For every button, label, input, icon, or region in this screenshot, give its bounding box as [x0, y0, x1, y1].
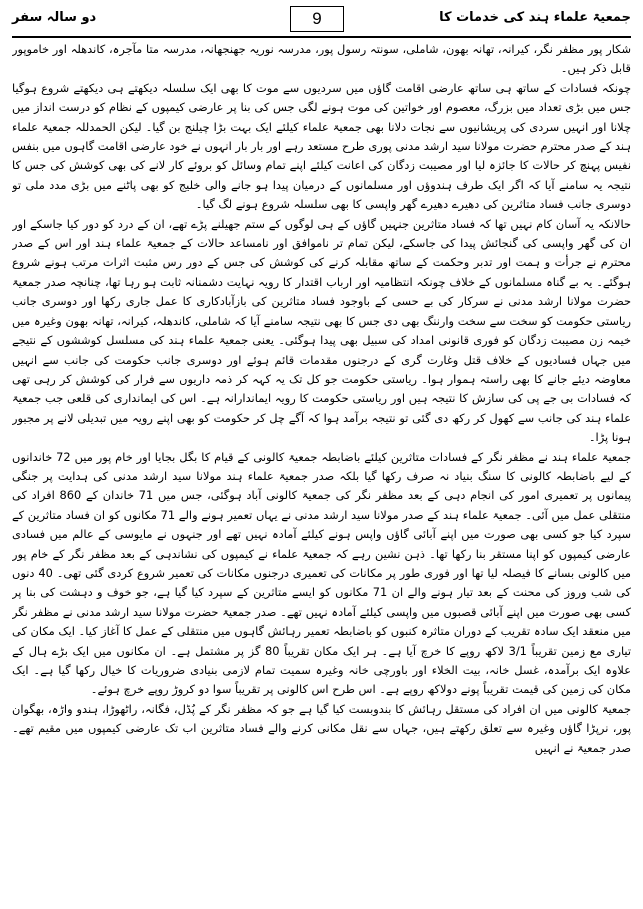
- paragraph: جمعیۃ کالونی میں ان افراد کی مستقل رہائش کا بندوبست کیا گیا ہے جو کہ مظفر نگر کے پُڈل، فگانہ، راٹھوڑا، ہندو واڑہ، بھگوان پور، نرپڑا گاؤں وغیرہ سے تعلق رکھتے ہیں، جہاں سے نقل مکانی کرنے والے فساد متاثرین اب تک عارضی کیمپوں میں مقیم تھے۔ صدر جمعیۃ نے انہیں: [12, 701, 631, 755]
- running-head-subtitle: دو سالہ سفر: [12, 10, 97, 25]
- article-body: [12, 40, 631, 902]
- running-head-title: جمعیۃ علماء ہند کی خدمات کا: [439, 10, 631, 25]
- paragraph: چونکہ فسادات کے ساتھ ہی ساتھ عارضی اقامت گاؤں میں سردیوں سے موت کا بھی ایک سلسلہ دیکھتے ہی دیکھتے شروع ہوگیا جس میں بڑی تعداد میں بزرگ، معصوم اور خواتین کی موت ہونے لگی جس کی بنا پر عارضی کیمپوں کے نظام کو درست انداز میں چلانا اور انہیں سردی کی پریشانیوں سے نجات دلانا بھی جمعیۃ علماء کیلئے ایک بہت بڑا چیلنج بن گیا۔ لیکن الحمدللہ جمعیۃ علماء ہند کے صدر محترم حضرت مولانا سید ارشد مدنی پوری طرح مستعد رہے اور بار بار انہوں نے خود عارضی اقامت گاہوں میں بنفس نفیس پہنچ کر حالات کا جائزہ لیا اور مصیبت زدگان کی اعانت کیلئے اپنے تمام وسائل کو بروئے کار لانے کی بھی کوشش کی جس کا نتیجہ یہ سامنے آیا کہ اگر ایک طرف ہندوؤں اور مسلمانوں کے درمیان پیدا ہو جانے والی خلیج کو بھی پاٹنے میں بڑی مدد ملی تو دوسری جانب فساد متاثرین کی دھیرے دھیرے گھر واپسی کا بھی سلسلہ شروع ہونے لگ گیا۔: [12, 80, 631, 212]
- page-number: 9: [290, 6, 344, 32]
- header-divider: [12, 36, 631, 38]
- page-header: [12, 6, 631, 34]
- paragraph: شکار پور مظفر نگر، کیرانہ، تھانہ بھون، شاملی، سونتہ رسول پور، مدرسہ نوریہ جھنجھانہ، مدرسہ متا مآجرہ، کاندھلہ اور خاموپور قابل ذکر ہیں۔: [12, 42, 631, 76]
- paragraph: جمعیۃ علماء ہند نے مظفر نگر کے فسادات متاثرین کیلئے باضابطہ جمعیۃ کالونی کے قیام کا بگل بجایا اور خام پور میں 72 خاندانوں کے لیے باضابطہ کالونی کا سنگ بنیاد نہ صرف رکھا گیا بلکہ صدر جمعیۃ علماء ہند مولانا سید ارشد مدنی کی ہدایت پر جنگی پیمانوں پر تعمیری امور کی انجام دہی کے بعد مظفر نگر کی جمعیۃ کالونی آباد ہوگئی، جس میں 71 خاندان کے 860 افراد کی منتقلی عمل میں آئی۔ جمعیۃ علماء ہند کے صدر مولانا سید ارشد مدنی نے یہاں تعمیر ہونے والے 71 مکانوں کو ان فساد متاثرین کے سپرد کیا جو کسی بھی صورت میں اپنے آبائی گاؤں واپس ہونے کیلئے آمادہ نہیں تھے اور جنہوں نے مایوسی کے عالم میں فسادی عارضی کیمپوں کو اپنا مستقر بنا رکھا تھا۔ ذہن نشین رہے کہ جمعیۃ علماء نے کیمپوں کی نشاندہی کے بعد مظفر نگر کے خام پور میں کالونی بسانے کا فیصلہ لیا تھا اور فوری طور پر مکانات کی تعمیری درجنوں مکانات کی تعمیر شروع کردی گئی تھی۔ 40 دنوں کی شب وروز کی محنت کے بعد تیار ہونے والے ان 71 مکانوں کو ایسے متاثرین کے سپرد کیا گیا ہے، جو خوف و دہشت کی بنا پر کسی بھی صورت میں اپنے آبائی قصبوں میں واپسی کیلئے آمادہ نہیں تھے۔ صدر جمعیۃ حضرت مولانا سید ارشد مدنی نے مظفر نگر میں منعقد ایک سادہ تقریب کے دوران متاثرہ کنبوں کو باضابطہ تعمیر رہائش گاہوں میں منتقلی کے عمل کا آغاز کیا۔ ایک مکان کی تیاری مع زمین تقریباً 3/1 لاکھ روپے کا خرچ آیا ہے۔ ہر ایک مکان تقریباً 80 گز پر مشتمل ہے۔ ان مکانوں میں ایک بڑے ہال کے علاوہ ایک برآمدہ، غسل خانہ، بیت الخلاء اور باورچی خانہ وغیرہ سمیت تمام لازمی بنیادی ضروریات کا خیال رکھا گیا ہے۔ ایک مکان کی زمین کی قیمت تقریباً پونے دولاکھ روپے ہے۔ اس طرح اس کالونی پر تقریباً سوا دو کروڑ روپے خرچ ہوئے۔: [12, 449, 631, 697]
- paragraph: حالانکہ یہ آسان کام نہیں تھا کہ فساد متاثرین جنہیں گاؤں کے ہی لوگوں کے ستم جھیلنے پڑے تھے، ان کے درد کو دور کیا جاسکے اور ان کی گھر واپسی کی گنجائش پیدا کی جاسکے، لیکن تمام تر ناموافق اور نامساعد حالات کے جمعیۃ علماء ہند اور اس کے صدر محترم نے جرأت و ہمت اور تدبر وحکمت کے ساتھ مقابلہ کرنے کی کوشش کی جس کے دور رس مثبت اثرات مرتب ہونے شروع ہوگئے۔ یہ بے گناہ مسلمانوں کے خلاف چونکہ انتظامیہ اور ارباب اقتدار کا رویہ نہایت دشمنانہ ثابت ہو رہا تھا، چنانچہ صدر جمعیۃ حضرت مولانا ارشد مدنی نے سرکار کی بے حسی کے باوجود فساد متاثرین کی بازآبادکاری کا عمل جاری رکھا اور دوسری جانب ریاستی حکومت کو سخت سے سخت وارننگ بھی دی جس کا بھی نتیجہ سامنے آیا کہ شاملی، کاندھلہ، کیرانہ، تھانہ بھون وغیرہ میں خیمہ زن مصیبت زدگان کو فوری قانونی امداد کی سبیل بھی پیدا ہوگئی۔ یعنی جمعیۃ علماء ہند کی مسلسل کوششوں کے نتیجے میں جہاں فسادیوں کے خلاف قتل وغارت گری کے درجنوں مقدمات قائم ہوئے اور دوسری جانب حکومت کی جانب سے انہیں معاوضہ دیئے جانے کا بھی راستہ ہموار ہوا۔ ریاستی حکومت جو کل تک یہ کہہ کر ذمہ داریوں سے فرار کی کوشش کر رہی تھی کہ فسادات بی جے پی کی سازش کا نتیجہ ہیں اور ریاستی حکومت کا رویہ ایماندارانہ ہے۔ اس کی ایمانداری کی قلعی جب جمعیۃ علماء ہند کی جانب سے کھول کر رکھ دی گئی تو نتیجہ برآمد ہوا کہ آگے چل کر حکومت کو بھی اپنے رویہ میں تبدیلی لانے پر مجبور ہونا پڑا۔: [12, 216, 631, 445]
